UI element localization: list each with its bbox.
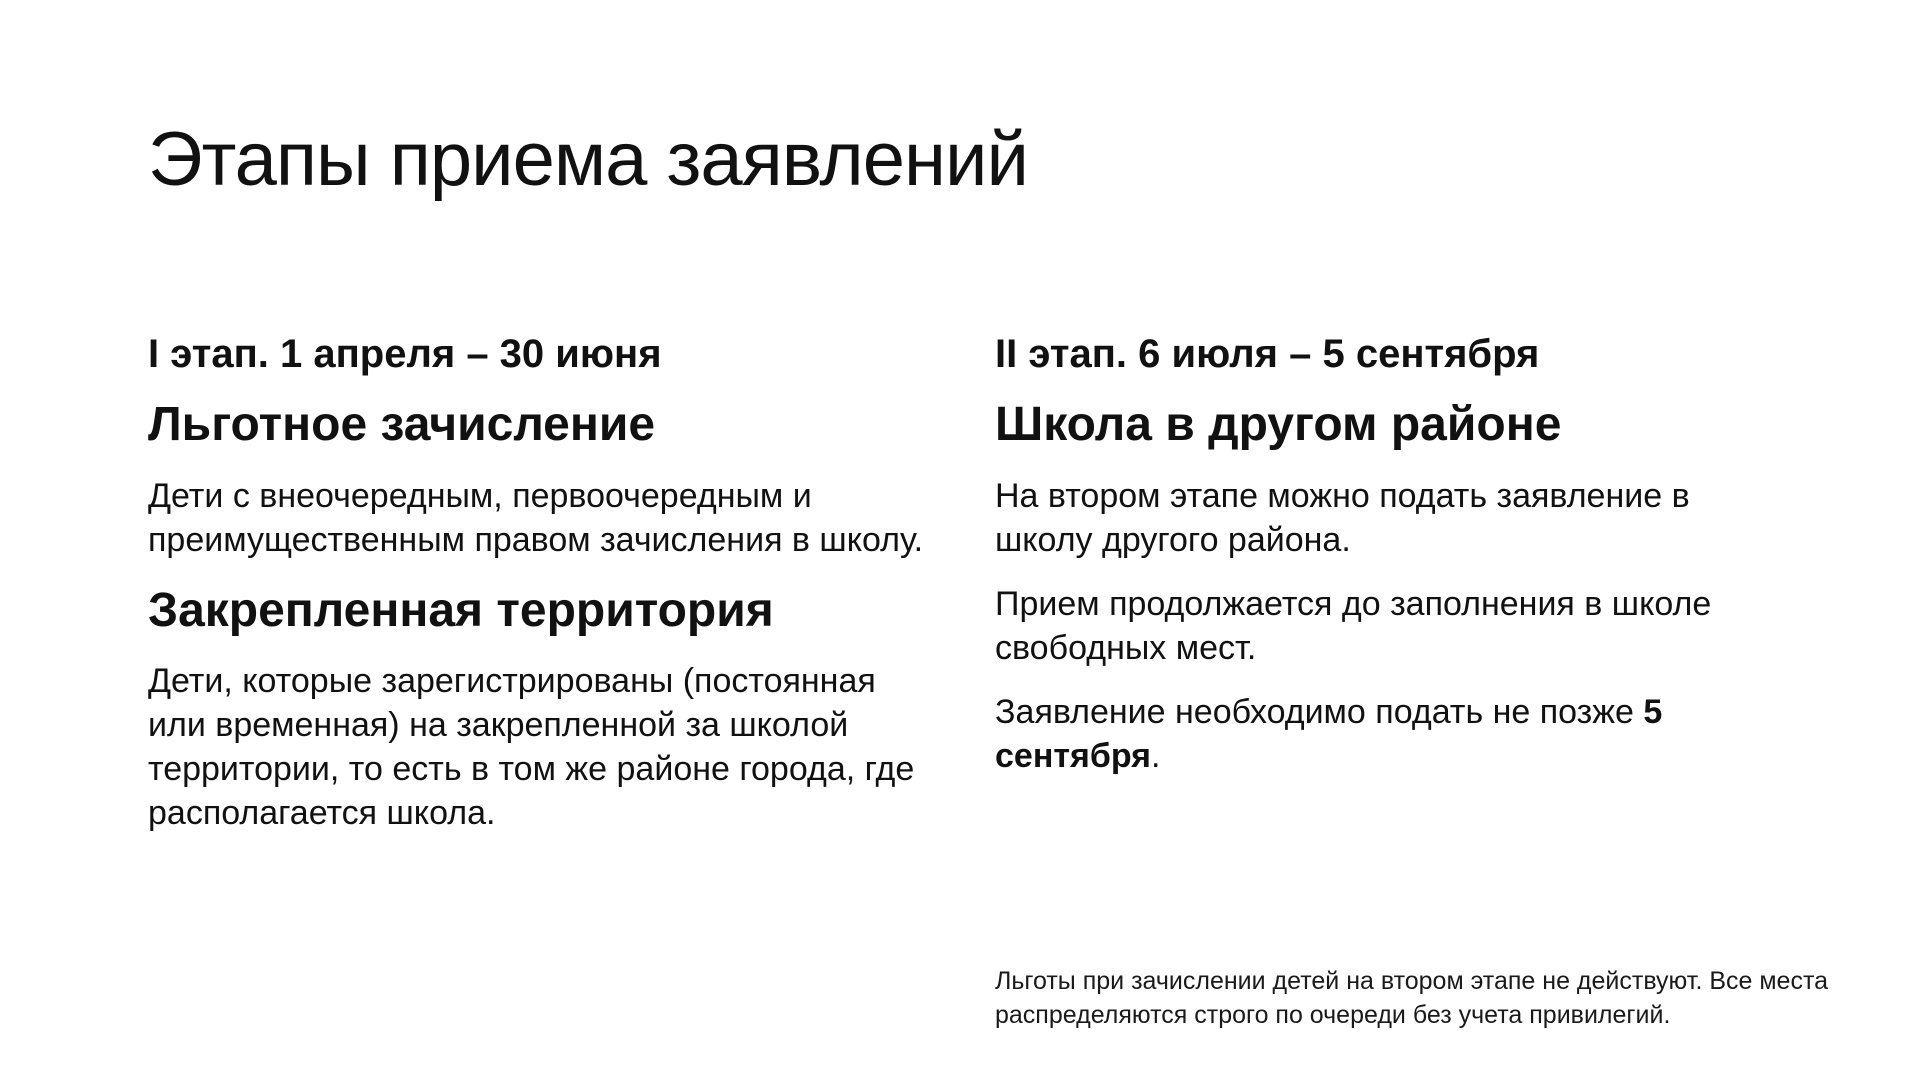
deadline-paragraph bbox=[995, 690, 1785, 778]
preferential-enrollment-text: Дети с внеочередным, первоочередным и преимущественным правом зачисления в школу. bbox=[148, 476, 924, 559]
other-district-paragraph-2: Прием продолжается до заполнения в школе свободных мест. bbox=[995, 584, 1712, 667]
stage-one-label: I этап. 1 апреля – 30 июня bbox=[148, 332, 662, 376]
deadline-date: 5 сентября bbox=[995, 692, 1663, 775]
deadline-suffix: . bbox=[1151, 736, 1161, 775]
assigned-territory-heading: Закрепленная территория bbox=[148, 583, 774, 637]
other-district-heading: Школа в другом районе bbox=[995, 398, 1562, 451]
stage-two-column bbox=[995, 330, 1785, 798]
other-district-paragraph-1: На втором этапе можно подать заявление в школу другого района. bbox=[995, 476, 1690, 559]
deadline-prefix: Заявление необходимо подать не позже bbox=[995, 692, 1644, 731]
page-title: Этапы приема заявлений bbox=[148, 117, 1028, 202]
footnote: Льготы при зачислении детей на втором этапе не действуют. Все места распределяются строго по очереди без учета привилегий. bbox=[995, 967, 1829, 1029]
stage-one-column bbox=[148, 330, 938, 855]
stage-two-label: II этап. 6 июля – 5 сентября bbox=[995, 332, 1540, 376]
assigned-territory-text: Дети, которые зарегистрированы (постоянная или временная) на закрепленной за школой территории, то есть в том же районе города, где располагается школа. bbox=[148, 662, 915, 833]
preferential-enrollment-heading: Льготное зачисление bbox=[148, 398, 656, 451]
